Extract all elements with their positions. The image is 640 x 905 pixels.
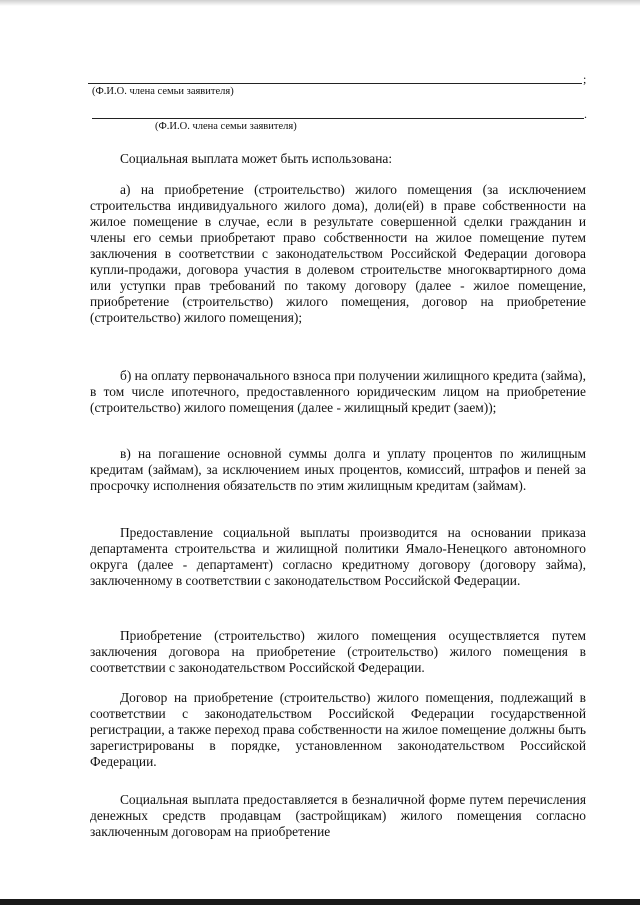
list-item-a: а) на приобретение (строительство) жилого помещения (за исключением строительства индивидуального жилого дома), доли(ей) в праве собственности на жилое помещение в случае, если в результате совершенной сделки гражданин и члены его семьи приобретают право собственности на жилое помещение путем заключения в соответствии с законодательством Российской Федерации договора купли-продажи, договора участия в долевом строительстве многоквартирного дома или уступки прав требований по такому договору (далее - жилое помещение, приобретение (строительство) жилого помещения, договор на приобретение (строительство) жилого помещения); (90, 182, 586, 325)
item-b-block (90, 368, 586, 416)
scan-bottom-edge (0, 899, 640, 905)
paragraph-acquisition: Приобретение (строительство) жилого помещения осуществляется путем заключения договора на приобретение (строительство) жилого помещения в соответствии с законодательством Российской Федерации. (90, 628, 586, 675)
paragraph-cashless-transfer: Социальная выплата предоставляется в безналичной форме путем перечисления денежных средств продавцам (застройщикам) жилого помещения согласно заключенным договорам на приобретение (90, 792, 586, 839)
line-1-end-mark: ; (583, 72, 587, 86)
paragraph-registration: Договор на приобретение (строительство) жилого помещения, подлежащий в соответствии с законодательством Российской Федерации государственной регистрации, а также переход права собственности на жилое помещение должны быть зарегистрированы в порядке, установленном законодательством Российской Федерации. (90, 690, 586, 769)
scan-top-edge (0, 0, 640, 6)
list-item-c: в) на погашение основной суммы долга и уплату процентов по жилищным кредитам (займам), за исключением иных процентов, комиссий, штрафов и пеней за просрочку исполнения обязательств по этим жилищным кредитам (займам). (90, 446, 586, 493)
intro-block (90, 151, 586, 167)
name-caption-2: (Ф.И.О. члена семьи заявителя) (155, 121, 297, 132)
paragraph-3-block (90, 690, 586, 770)
item-c-block (90, 446, 586, 494)
paragraph-payment-basis: Предоставление социальной выплаты производится на основании приказа департамента строительства и жилищной политики Ямало-Ненецкого автономного округа (далее - департамент) согласно кредитному договору (договору займа), заключенному в соответствии с законодательством Российской Федерации. (90, 525, 586, 588)
item-a-block (90, 182, 586, 326)
line-2-end-mark: . (584, 107, 587, 121)
name-caption-1: (Ф.И.О. члена семьи заявителя) (92, 86, 234, 97)
intro-paragraph: Социальная выплата может быть использована: (120, 151, 393, 166)
paragraph-4-block (90, 792, 586, 840)
list-item-b: б) на оплату первоначального взноса при получении жилищного кредита (займа), в том числе ипотечного, предоставленного юридическим лицом на приобретение (строительство) жилого помещения (далее - жилищный кредит (заем)); (90, 368, 586, 415)
name-line-1 (88, 83, 582, 84)
name-line-2 (92, 118, 584, 119)
paragraph-2-block (90, 628, 586, 676)
paragraph-1-block (90, 525, 586, 589)
